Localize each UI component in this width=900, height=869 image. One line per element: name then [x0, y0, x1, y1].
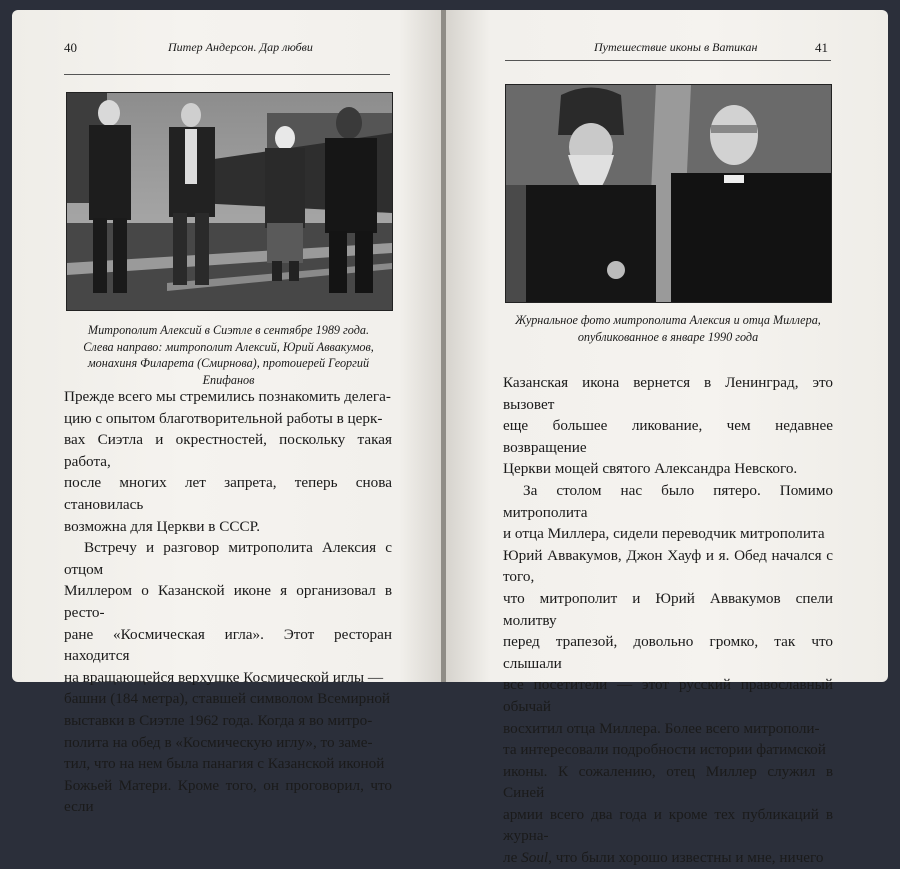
photo-metropolitan-miller — [505, 84, 832, 303]
photo-group-image — [67, 93, 392, 310]
caption-line: Митрополит Алексий в Сиэтле в сентябре 1989 года. — [87, 323, 370, 337]
text-line: вах Сиэтла и окрестностей, поскольку такая работа, — [64, 431, 392, 470]
text-line: перед трапезой, довольно громко, так что слышали — [503, 633, 833, 672]
caption-line: Журнальное фото митрополита Алексия и отца Миллера, — [515, 313, 821, 327]
text-line: Миллером о Казанской иконе я организовал в ресто- — [64, 582, 392, 621]
right-header-rule — [505, 60, 831, 61]
text-line: выставки в Сиэтле 1962 года. Когда я во митро- — [64, 711, 373, 729]
text-line: Казанская икона вернется в Ленинград, это вызовет — [503, 374, 833, 413]
text-fragment: ле — [503, 849, 518, 867]
text-line: цию с опытом благотворительной работы в церк- — [64, 409, 383, 427]
text-line: Церкви мощей святого Александра Невского. — [503, 460, 798, 478]
left-photo-caption — [66, 322, 391, 388]
caption-line: опубликованное в январе 1990 года — [577, 329, 759, 344]
left-body-text — [64, 386, 392, 818]
right-body-text — [503, 372, 833, 869]
magazine-title: Soul — [521, 849, 549, 867]
text-line: после многих лет запрета, теперь снова становилась — [64, 474, 392, 513]
text-line: все посетители — этот русский православный обычай — [503, 676, 833, 715]
left-header-rule — [64, 74, 390, 75]
right-photo-caption — [500, 312, 836, 345]
text-line: полита на обед в «Космическую иглу», то заме- — [64, 733, 373, 751]
left-running-head: Питер Андерсон. Дар любви — [168, 40, 313, 54]
text-line — [503, 847, 833, 869]
photo-group-seattle — [66, 92, 393, 311]
text-fragment: , что были хорошо известны и мне, ничего — [548, 849, 824, 867]
text-line: тил, что на нем была панагия с Казанской иконой — [64, 755, 385, 773]
text-line: та интересовали подробности истории фатимской — [503, 741, 826, 759]
text-line: Юрий Аввакумов, Джон Хауф и я. Обед начался с того, — [503, 546, 833, 586]
text-line: возможна для Церкви в СССР. — [64, 517, 260, 535]
right-running-head: Путешествие иконы в Ватикан — [594, 40, 758, 54]
text-line: на вращающейся верхушке Космической иглы — — [64, 668, 384, 686]
text-line: иконы. К сожалению, отец Миллер служил в Синей — [503, 762, 833, 802]
photo-portrait-image — [506, 85, 831, 302]
text-line: еще большее ликование, чем недавнее возвращение — [503, 417, 833, 456]
caption-line: Слева направо: митрополит Алексий, Юрий Аввакумов, — [83, 339, 374, 354]
text-line: восхитил отца Миллера. Более всего митрополи- — [503, 719, 820, 737]
text-line: За столом нас было пятеро. Помимо митрополита — [503, 481, 833, 521]
text-line: Прежде всего мы стремились познакомить делега- — [64, 388, 391, 405]
left-page-number: 40 — [64, 40, 77, 55]
text-line: башни (184 метра), ставшей символом Всемирной — [64, 690, 391, 708]
text-line: армии всего два года и кроме тех публикаций в журна- — [503, 805, 833, 845]
text-line: Божьей Матери. Кроме того, он проговорил, что если — [64, 776, 392, 816]
text-line: что митрополит и Юрий Аввакумов спели молитву — [503, 589, 833, 629]
text-line: и отца Миллера, сидели переводчик митрополита — [503, 525, 825, 543]
text-line: ране «Космическая игла». Этот ресторан находится — [64, 625, 392, 665]
text-line: Встречу и разговор митрополита Алексия с отцом — [64, 539, 392, 578]
caption-line: монахиня Филарета (Смирнова), протоиерей Георгий Епифанов — [87, 356, 370, 387]
right-page-number: 41 — [815, 40, 828, 55]
